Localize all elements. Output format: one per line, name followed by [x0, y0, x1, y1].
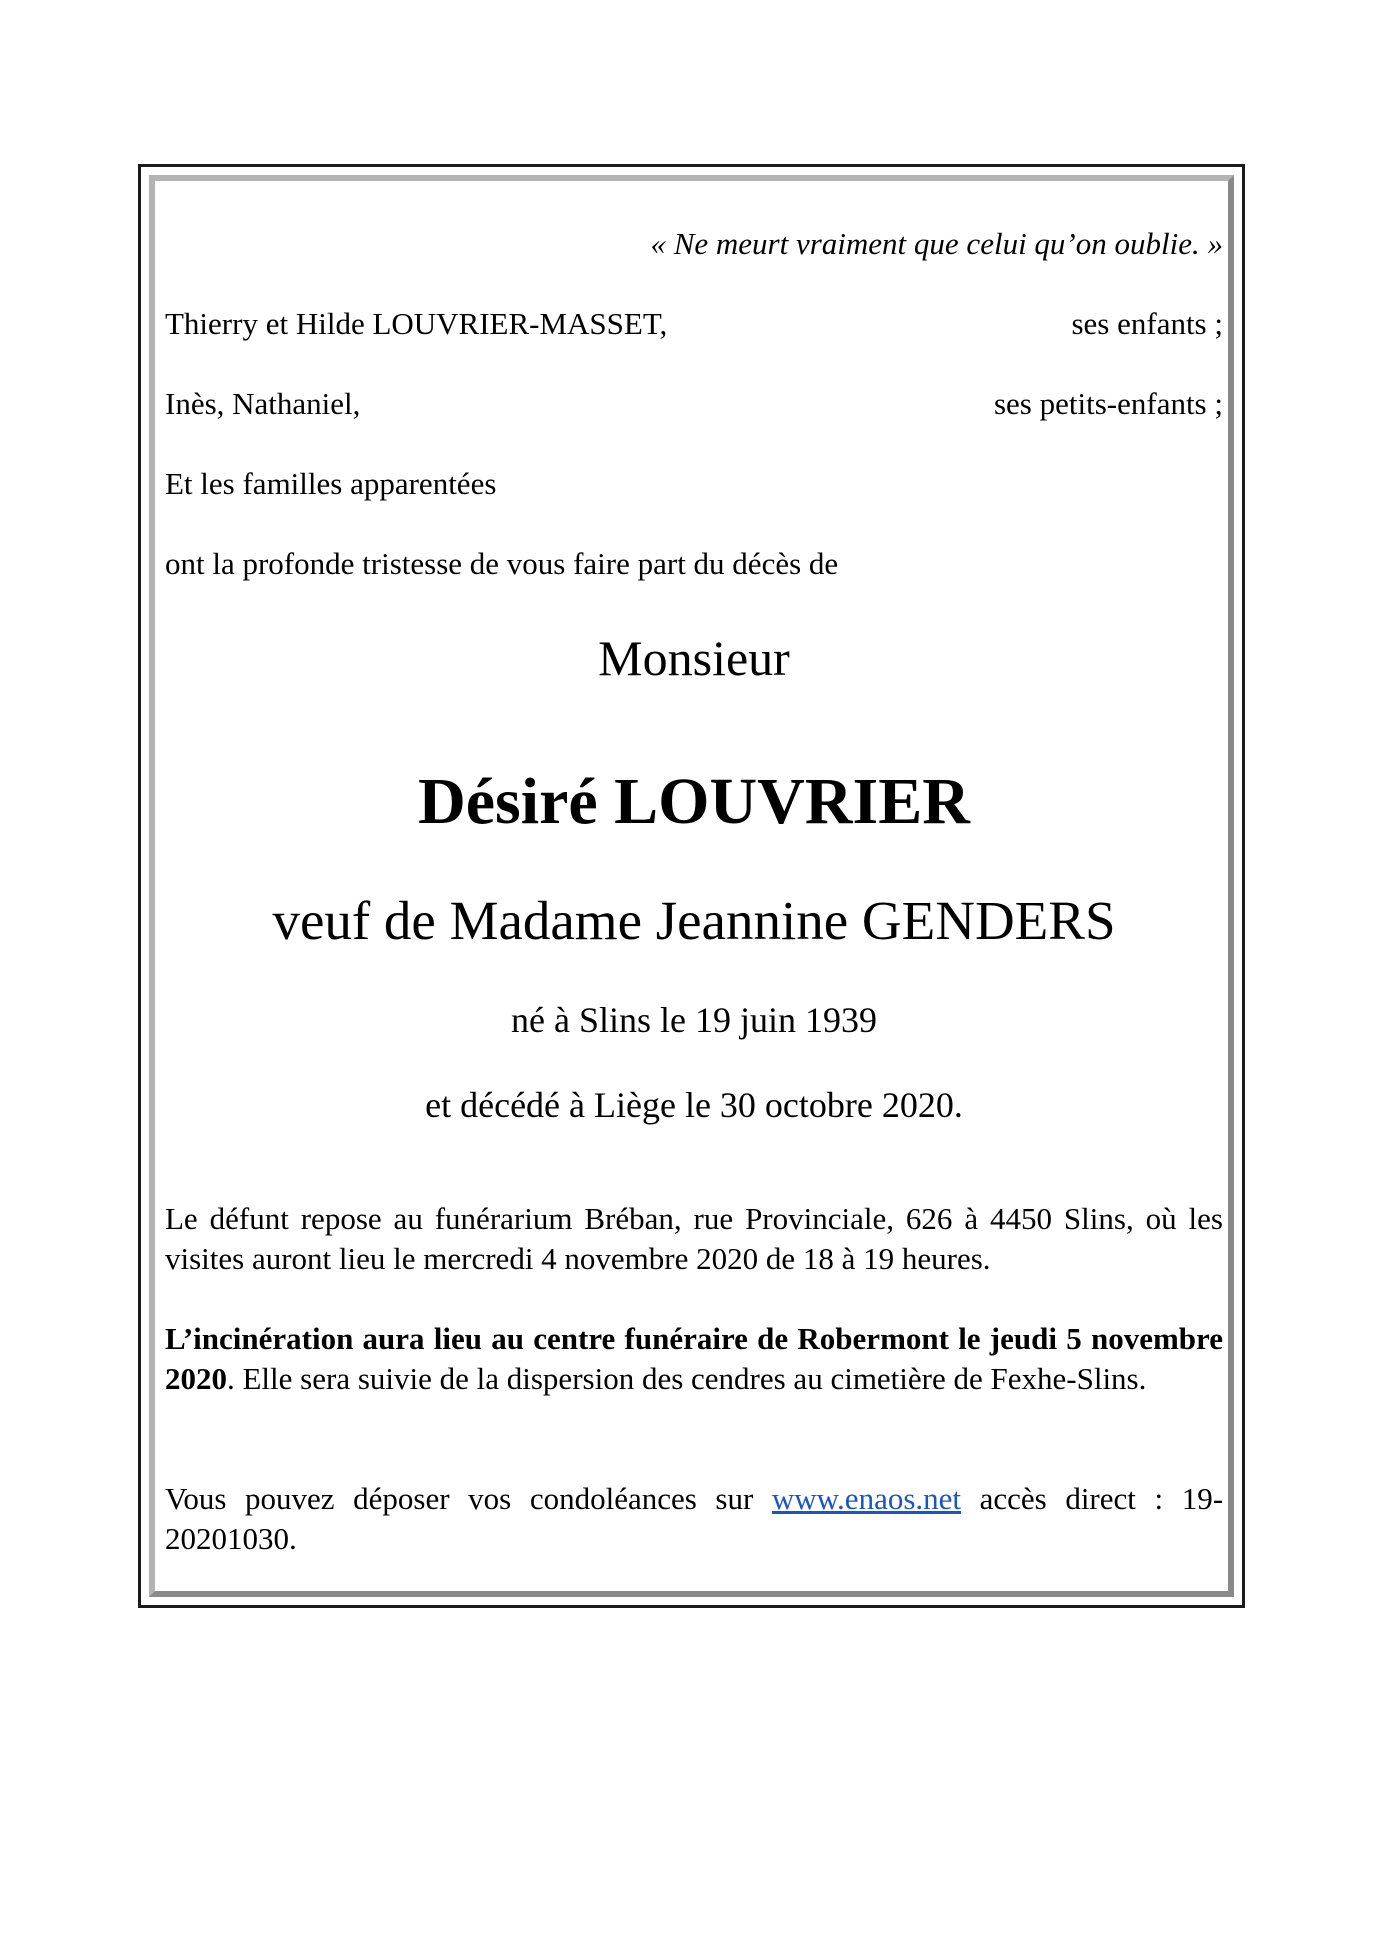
birth-line: né à Slins le 19 juin 1939 — [511, 1000, 877, 1040]
epigraph-quote: « Ne meurt vraiment que celui qu’on oublie. » — [650, 226, 1223, 261]
death-line: et décédé à Liège le 30 octobre 2020. — [425, 1085, 963, 1125]
announcement-line: ont la profonde tristesse de vous faire part du décès de — [165, 546, 839, 581]
cremation-paragraph — [165, 1319, 1223, 1399]
condolences-prefix: Vous pouvez déposer vos condoléances sur — [165, 1481, 754, 1516]
visitation-paragraph: Le défunt repose au funérarium Bréban, rue Provinciale, 626 à 4450 Slins, où les visites auront lieu le mercredi 4 novembre 2020 de 18 à 19 heures. — [165, 1201, 1223, 1276]
condolences-paragraph — [165, 1479, 1223, 1559]
family-relation: ses enfants ; — [1071, 306, 1223, 341]
spouse-line: veuf de Madame Jeannine GENDERS — [272, 890, 1116, 951]
family-relation: ses petits-enfants ; — [993, 386, 1223, 421]
honorific: Monsieur — [598, 630, 790, 686]
condolences-suffix: accès direct : 19-20201030. — [165, 1481, 1224, 1556]
family-row-grandchildren — [165, 386, 1223, 422]
family-names: Thierry et Hilde LOUVRIER-MASSET, — [165, 306, 668, 341]
relatives-line: Et les familles apparentées — [165, 466, 497, 501]
family-row-children — [165, 306, 1223, 342]
cremation-bold-text: L’incinération aura lieu au centre funéraire de Robermont le jeudi 5 novembre 2020 — [165, 1321, 1223, 1396]
deceased-name: Désiré LOUVRIER — [418, 765, 970, 838]
family-names: Inès, Nathaniel, — [165, 386, 361, 421]
cremation-rest-text: . Elle sera suivie de la dispersion des cendres au cimetière de Fexhe-Slins. — [227, 1361, 1147, 1396]
condolences-link[interactable]: www.enaos.net — [771, 1481, 962, 1516]
